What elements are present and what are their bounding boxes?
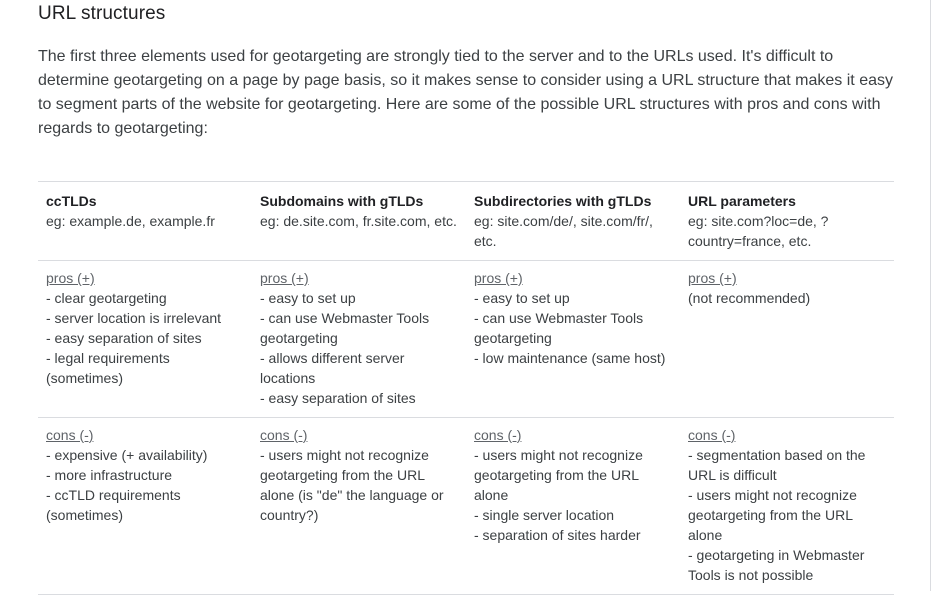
- pros-item: - easy to set up: [260, 290, 356, 306]
- pros-item: - easy separation of sites: [46, 330, 202, 346]
- column-example: eg: example.de, example.fr: [46, 213, 215, 229]
- table-cell: [38, 182, 252, 261]
- pros-label: pros (+): [474, 270, 523, 286]
- cons-item: - single server location: [474, 507, 615, 523]
- table-cell: [466, 261, 680, 418]
- table-row-pros: [38, 261, 894, 418]
- pros-item: (not recommended): [688, 290, 811, 306]
- pros-item: - clear geotargeting: [46, 290, 167, 306]
- cons-item: - users might not recognize geotargeting from the URL alone: [474, 447, 643, 503]
- cons-label: cons (-): [260, 427, 308, 443]
- cons-label: cons (-): [474, 427, 522, 443]
- table-cell: [680, 261, 894, 418]
- pros-item: - can use Webmaster Tools geotargeting: [260, 310, 430, 346]
- table-cell: [466, 182, 680, 261]
- column-example: eg: site.com?loc=de, ?country=france, etc.: [688, 213, 829, 249]
- table-cell: [680, 182, 894, 261]
- table-cell: [466, 418, 680, 595]
- pros-item: - server location is irrelevant: [46, 310, 222, 326]
- pros-item: - easy to set up: [474, 290, 570, 306]
- pros-label: pros (+): [260, 270, 309, 286]
- cons-item: - expensive (+ availability): [46, 447, 208, 463]
- cons-item: - more infrastructure: [46, 467, 173, 483]
- table-cell: [252, 418, 466, 595]
- cons-item: - users might not recognize geotargeting from the URL alone (is "de" the language or country?): [260, 447, 444, 523]
- column-example: eg: de.site.com, fr.site.com, etc.: [260, 213, 457, 229]
- cons-item: - ccTLD requirements (sometimes): [46, 487, 181, 523]
- cons-item: - segmentation based on the URL is difficult: [688, 447, 866, 483]
- pros-item: - legal requirements (sometimes): [46, 350, 170, 386]
- cons-item: - geotargeting in Webmaster Tools is not possible: [688, 547, 865, 583]
- cons-item: - separation of sites harder: [474, 527, 641, 543]
- section-title: URL structures: [38, 3, 166, 24]
- table-cell: [252, 261, 466, 418]
- cons-label: cons (-): [688, 427, 736, 443]
- column-title: Subdomains with gTLDs: [260, 193, 424, 209]
- cons-item: - users might not recognize geotargeting from the URL alone: [688, 487, 857, 543]
- intro-paragraph: The first three elements used for geotargeting are strongly tied to the server and to the URLs used. It's difficult to determine geotargeting on a page by page basis, so it makes sense to consider using a URL structure that makes it easy to segment parts of the website for geotargeting. Here are some of the possible URL structures with pros and cons with regards to geotargeting:: [38, 48, 893, 137]
- pros-item: - easy separation of sites: [260, 390, 416, 406]
- table-cell: [38, 418, 252, 595]
- column-title: URL parameters: [688, 193, 796, 209]
- pros-label: pros (+): [688, 270, 737, 286]
- table-cell: [252, 182, 466, 261]
- url-structures-table: [38, 181, 894, 595]
- table-cell: [680, 418, 894, 595]
- scrollbar-edge: [930, 0, 931, 591]
- column-example: eg: site.com/de/, site.com/fr/, etc.: [474, 213, 653, 249]
- table-row-cons: [38, 418, 894, 595]
- pros-label: pros (+): [46, 270, 95, 286]
- pros-item: - allows different server locations: [260, 350, 405, 386]
- cons-label: cons (-): [46, 427, 94, 443]
- table-cell: [38, 261, 252, 418]
- pros-item: - low maintenance (same host): [474, 350, 666, 366]
- column-title: ccTLDs: [46, 193, 97, 209]
- pros-item: - can use Webmaster Tools geotargeting: [474, 310, 644, 346]
- table-header-row: [38, 182, 894, 261]
- column-title: Subdirectories with gTLDs: [474, 193, 652, 209]
